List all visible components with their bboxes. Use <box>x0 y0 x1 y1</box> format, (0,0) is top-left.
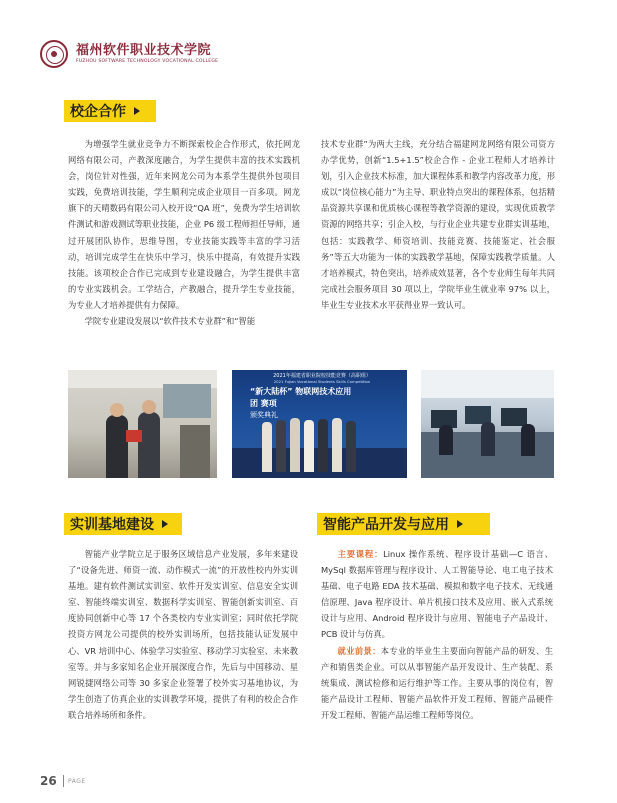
section-title-cooperation-text: 校企合作 <box>70 104 126 120</box>
career-label: 就业前景： <box>337 645 381 656</box>
section-title-training-base <box>64 513 182 535</box>
school-logo-icon <box>40 40 68 68</box>
banner-line: 团 赛项 <box>250 399 277 408</box>
training-base-column <box>68 546 298 723</box>
courses-text: Linux 操作系统、程序设计基础—C 语言、MySql 数据库管理与程序设计、人工智能导论、电工电子技术基础、电子电路 EDA 技术基础、模拟和数字电子技术、无线通信原理、Java 程序设计、单片机接口技术及应用、嵌入式系统设计与应用、Android 程序设计与应用、智能电子产品设计、PCB 设计与仿真。 <box>321 549 553 640</box>
triangle-arrow-icon <box>457 520 463 528</box>
page-header <box>40 40 218 68</box>
school-name-cn: 福州软件职业技术学院 <box>76 43 212 58</box>
courses-label: 主要课程： <box>337 549 384 559</box>
section-title-training-base-text: 实训基地建设 <box>70 517 154 533</box>
photo-award-ceremony <box>68 370 217 478</box>
section-title-cooperation <box>64 100 156 122</box>
career-text: 本专业的毕业生主要面向智能产品的研发、生产和销售类企业。可以从事智能产品开发设计、生产装配、系统集成、测试检修和运行维护等工作。主要从事的岗位有，智能产品设计工程师、智能产品软件开发工程师、智能产品硬件开发工程师、智能产品运维工程师等岗位。 <box>321 645 553 720</box>
banner-line: 颁奖典礼 <box>250 411 278 419</box>
products-column <box>321 546 553 723</box>
page-label: PAGE <box>68 778 86 785</box>
school-name-block <box>76 43 218 65</box>
section-title-products <box>317 513 490 535</box>
paragraph: 技术专业群”为两大主线，充分结合福建网龙网络有限公司资方办学优势，创新“1.5+1.5”校企合作 - 企业工程师人才培养计划，引入企业技术标准，加大课程体系和教学内容改革力度，形成以“岗位核心能力”为主导、职业特点突出的课程体系，包括精品资源共享课和优质核心课程等教学资源的建设，实现优质教学资源的网络共享；引企入校，与行业企业共建专业群实训基地，包括：实践教学、师资培训、技能竞赛、技能鉴定、社会服务”等五大功能为一体的实践教学基地，保障实践教学质量。人才培养模式，特色突出，培养成效显著，各个专业师生每年共同完成社会服务项目 30 项以上，学院毕业生就业率 97% 以上，毕业生专业技术水平获得业界一致认可。 <box>321 139 555 310</box>
photo-competition-group <box>232 370 407 478</box>
school-name-en: FUZHOU SOFTWARE TECHNOLOGY VOCATIONAL COLLEGE <box>76 59 219 64</box>
paragraph: 为增强学生就业竞争力不断探索校企合作形式，依托网龙网络有限公司，产教深度融合，为学生提供丰富的技术实践机会，岗位针对性强，近年来网龙公司为本系学生提供外包项目实践，免费培训技能，学生顺利完成企业项目一百多项。网龙旗下的天晴数码有限公司入校开设“QA 班”，免费为学生培训软件测试和游戏测试等职业技能，企业 P6 级工程师担任导师，通过开展团队协作，思维导图，专业技能实践等丰富的学习活动，培训完成学生在快乐中学习，快乐中提高，有效提升实践技能。该项校企合作已完成到专业建设融合，为学生提供丰富的专业实践机会。工学结合，产教融合，提升学生专业技能，为专业人才培养提供有力保障。 <box>68 139 300 310</box>
banner-line: 2021年福建省职业院校技能竞赛（高职组） <box>273 373 371 379</box>
paragraph: 智能产业学院立足于服务区域信息产业发展，多年来建设了“设备先进、师资一流、动作模式一流”的开放性校内外实训基地。建有软件测试实训室、软件开发实训室、信息安全实训室、智能终端实训室、数据科学实训室、智能创新实训室、百度协同创新中心等 17 个各类校内专业实训室；同时依托学院投资方网龙公司提供的校外实训场所，包括技能认证发展中心、VR 培训中心、体验学习实验室、移动学习实验室、未来教室等。并与多家知名企业开展深度合作，先后与中国移动、星网锐捷网络公司等 30 多家企业签署了校外实习基地协议，为学生创造了仿真企业的实训教学环境，提供了有利的校企合作联合培养场所和条件。 <box>68 549 298 720</box>
career-paragraph <box>321 643 553 723</box>
triangle-arrow-icon <box>162 520 168 528</box>
banner-line: “新大陆杯” 物联网技术应用 <box>250 387 352 396</box>
cooperation-right-column <box>321 136 555 313</box>
footer-divider <box>63 775 64 787</box>
paragraph: 学院专业建设发展以“软件技术专业群”和“智能 <box>84 316 256 327</box>
page-number: 26 <box>40 774 57 788</box>
courses-paragraph <box>321 546 553 643</box>
photo-computer-lab <box>421 370 554 478</box>
triangle-arrow-icon <box>134 107 140 115</box>
banner-line: 2021 Fujian Vocational Students Skills Competition <box>273 379 371 384</box>
section-title-products-text: 智能产品开发与应用 <box>323 517 449 533</box>
cooperation-left-column <box>68 136 300 329</box>
